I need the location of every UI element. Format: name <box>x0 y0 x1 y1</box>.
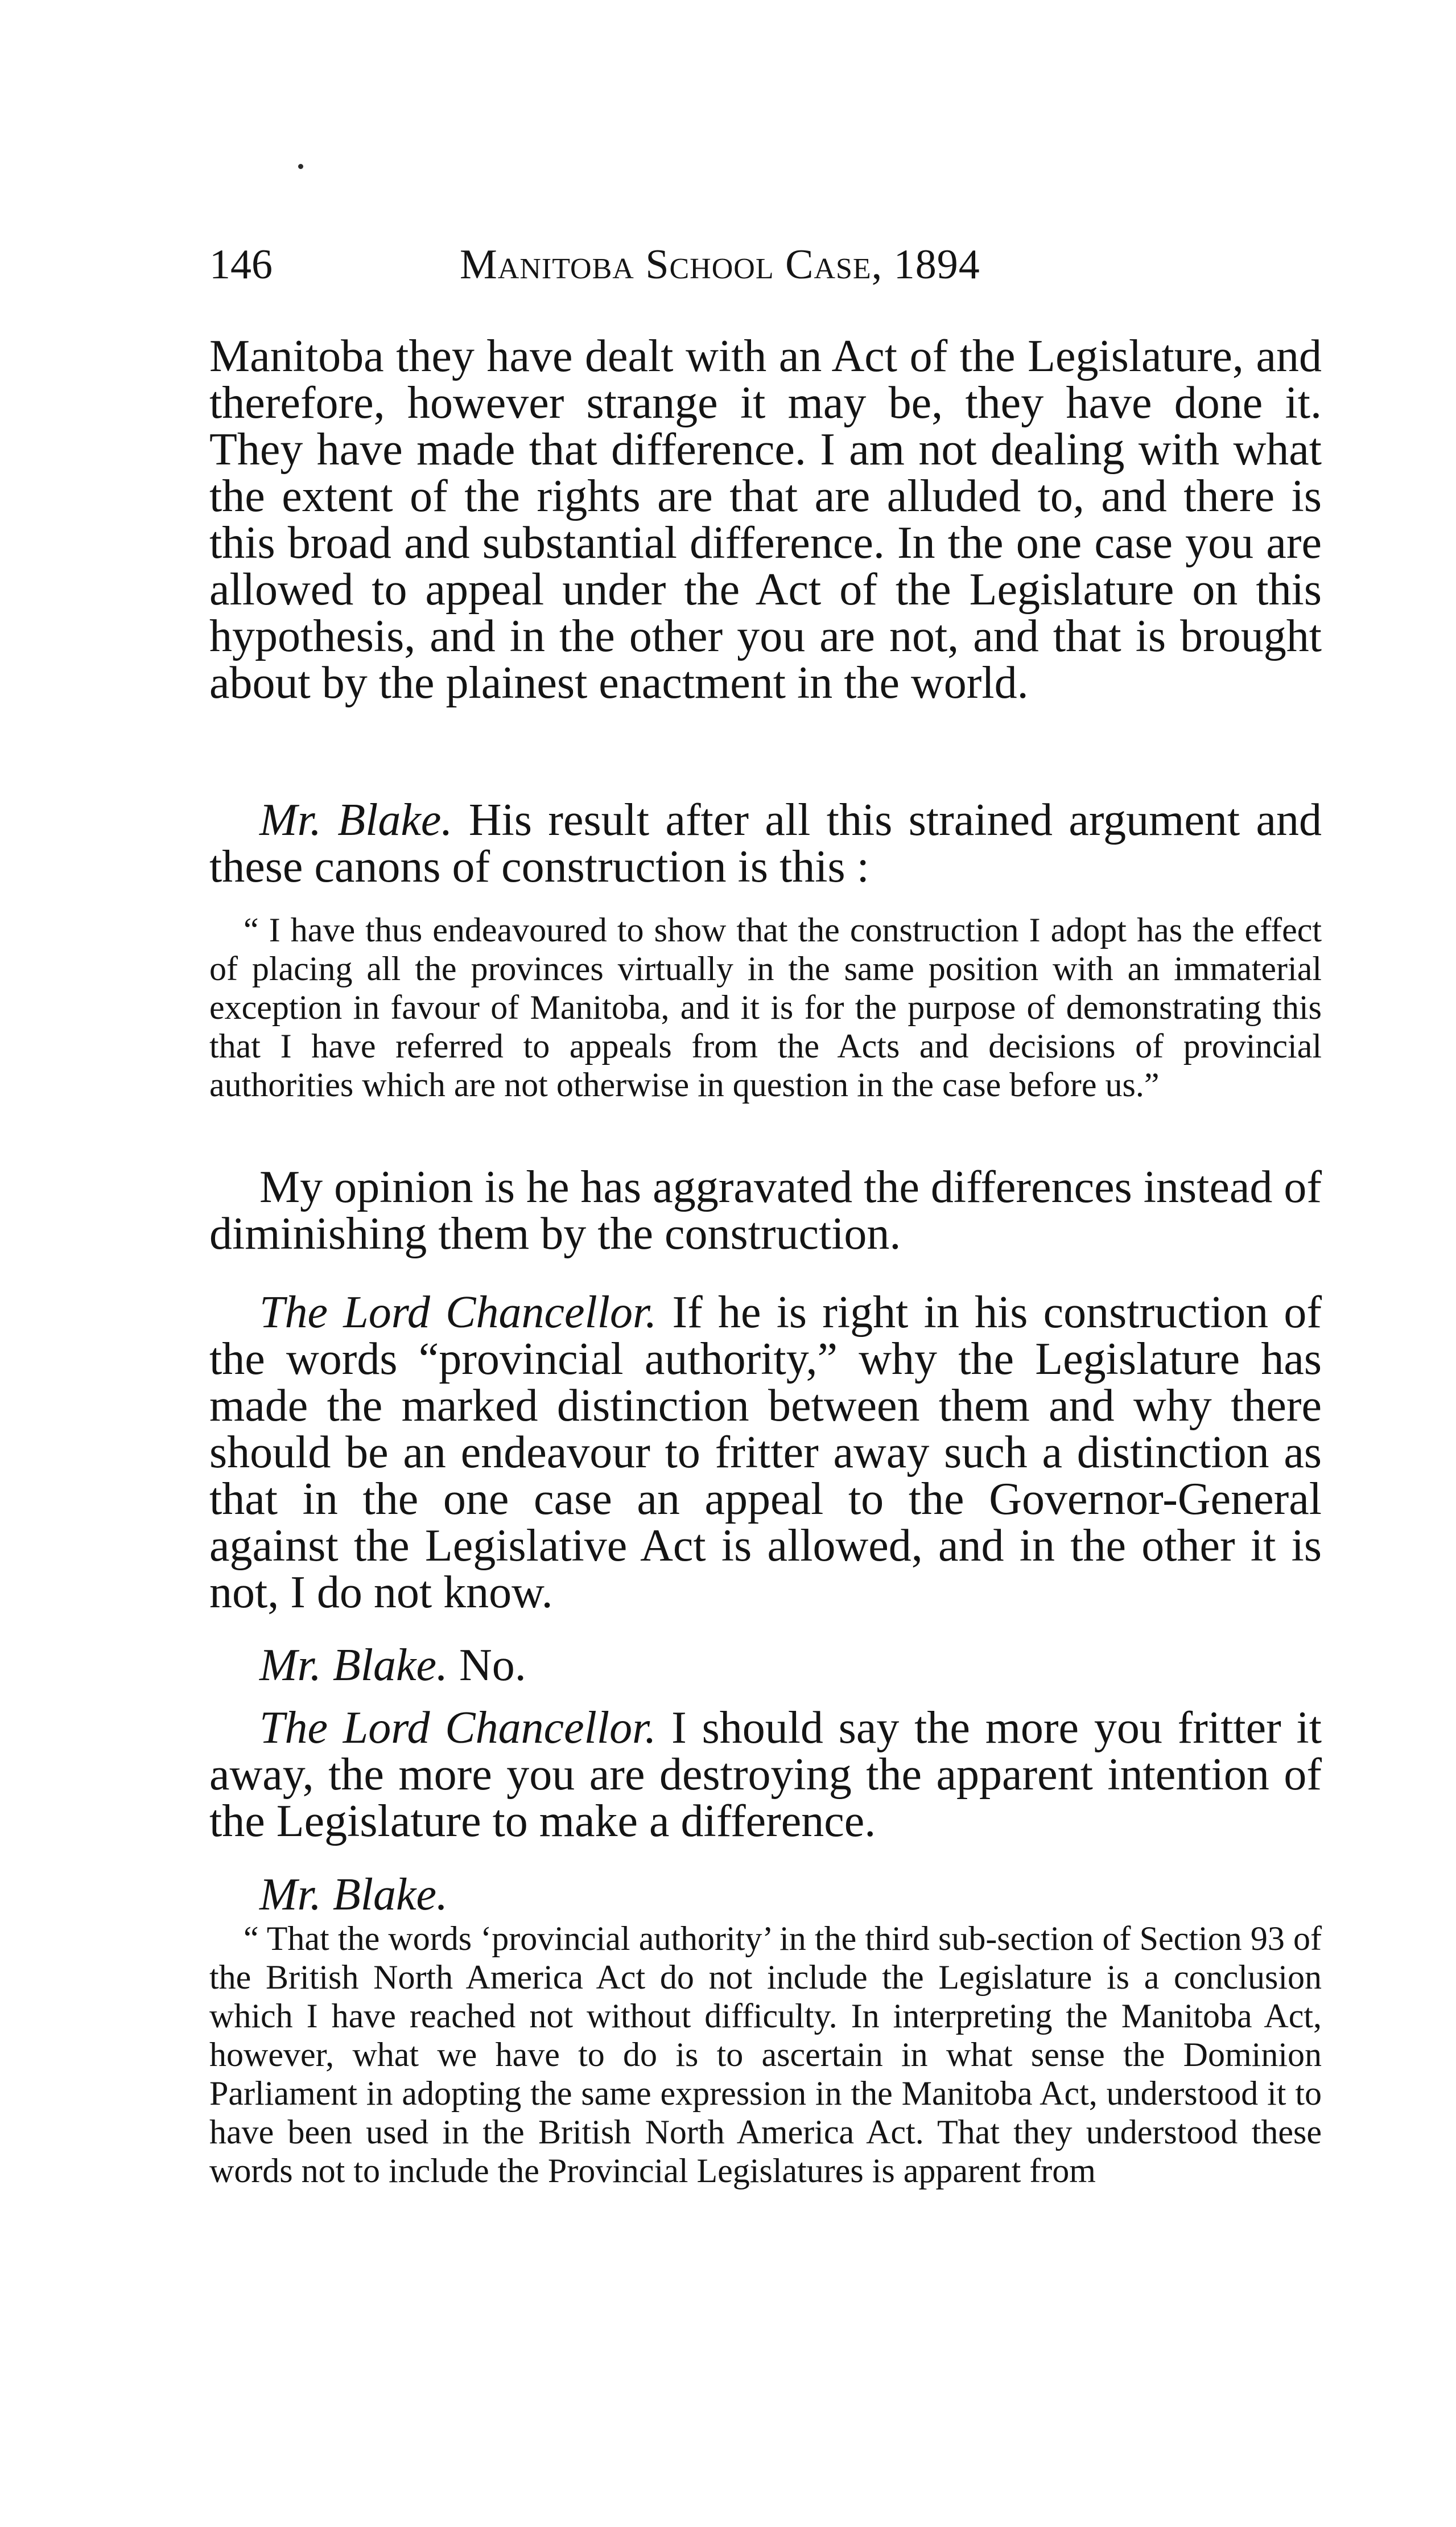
speaker-label: Mr. Blake. <box>259 1640 448 1690</box>
paragraph-2 <box>209 797 1322 890</box>
paragraph-3: My opinion is he has aggravated the differences instead of diminishing them by the construction. <box>209 1162 1322 1259</box>
speaker-label: Mr. Blake. <box>259 795 453 845</box>
paragraph-1: Manitoba they have dealt with an Act of the Legislature, and therefore, however strange it may be, they have done it. They have made that difference. I am not dealing with what the extent of the rights are that are alluded to, and there is this broad and substantial difference. In the one case you are allowed to appeal under the Act of the Legislature on this hypothesis, and in the other you are not, and that is brought about by the plainest enactment in the world. <box>209 331 1322 708</box>
page-number: 146 <box>209 241 273 288</box>
speech-text: I should say the more you fritter it away, the more you are destroying the apparent intention of the Legislature to make a difference. <box>209 1703 1322 1846</box>
speech-text: No. <box>448 1640 526 1690</box>
speech-text: If he is right in his construction of the words “provincial authority,” why the Legislature has made the marked distinction between them and why there should be an endeavour to fritter away such a distinction as that in the one case an appeal to the Governor-General against the Legislative Act is allowed, and in the other it is not, I do not know. <box>209 1287 1322 1618</box>
speck-mark <box>298 164 303 169</box>
speaker-label: The Lord Chancellor. <box>259 1703 657 1753</box>
paragraph-5 <box>209 1642 1322 1689</box>
running-header <box>209 239 1322 290</box>
block-quote-1: “ I have thus endeavoured to show that the construction I adopt has the effect of placing all the provinces virtually in the same position with an immaterial exception in favour of Manitoba, and it is for the purpose of demonstrating this that I have referred to appeals from the Acts and decisions of provincial authorities which are not otherwise in question in the case before us.” <box>209 911 1322 1104</box>
paragraph-4 <box>209 1289 1322 1616</box>
running-title: Manitoba School Case, 1894 <box>460 241 980 288</box>
speaker-label: The Lord Chancellor. <box>259 1287 657 1337</box>
paragraph-6 <box>209 1705 1322 1845</box>
speaker-label: Mr. Blake. <box>259 1870 448 1920</box>
speech-text: His result after all this strained argument and these canons of construction is this : <box>209 795 1322 892</box>
block-quote-2: “ That the words ‘provincial authority’ in the third sub-section of Section 93 of the British North America Act do not include the Legislature is a conclusion which I have reached not without difficulty. In interpreting the Manitoba Act, however, what we have to do is to ascertain in what sense the Dominion Parliament in adopting the same expression in the Manitoba Act, understood it to have been used in the British North America Act. That they understood these words not to include the Provincial Legislatures is apparent from <box>209 1920 1322 2189</box>
